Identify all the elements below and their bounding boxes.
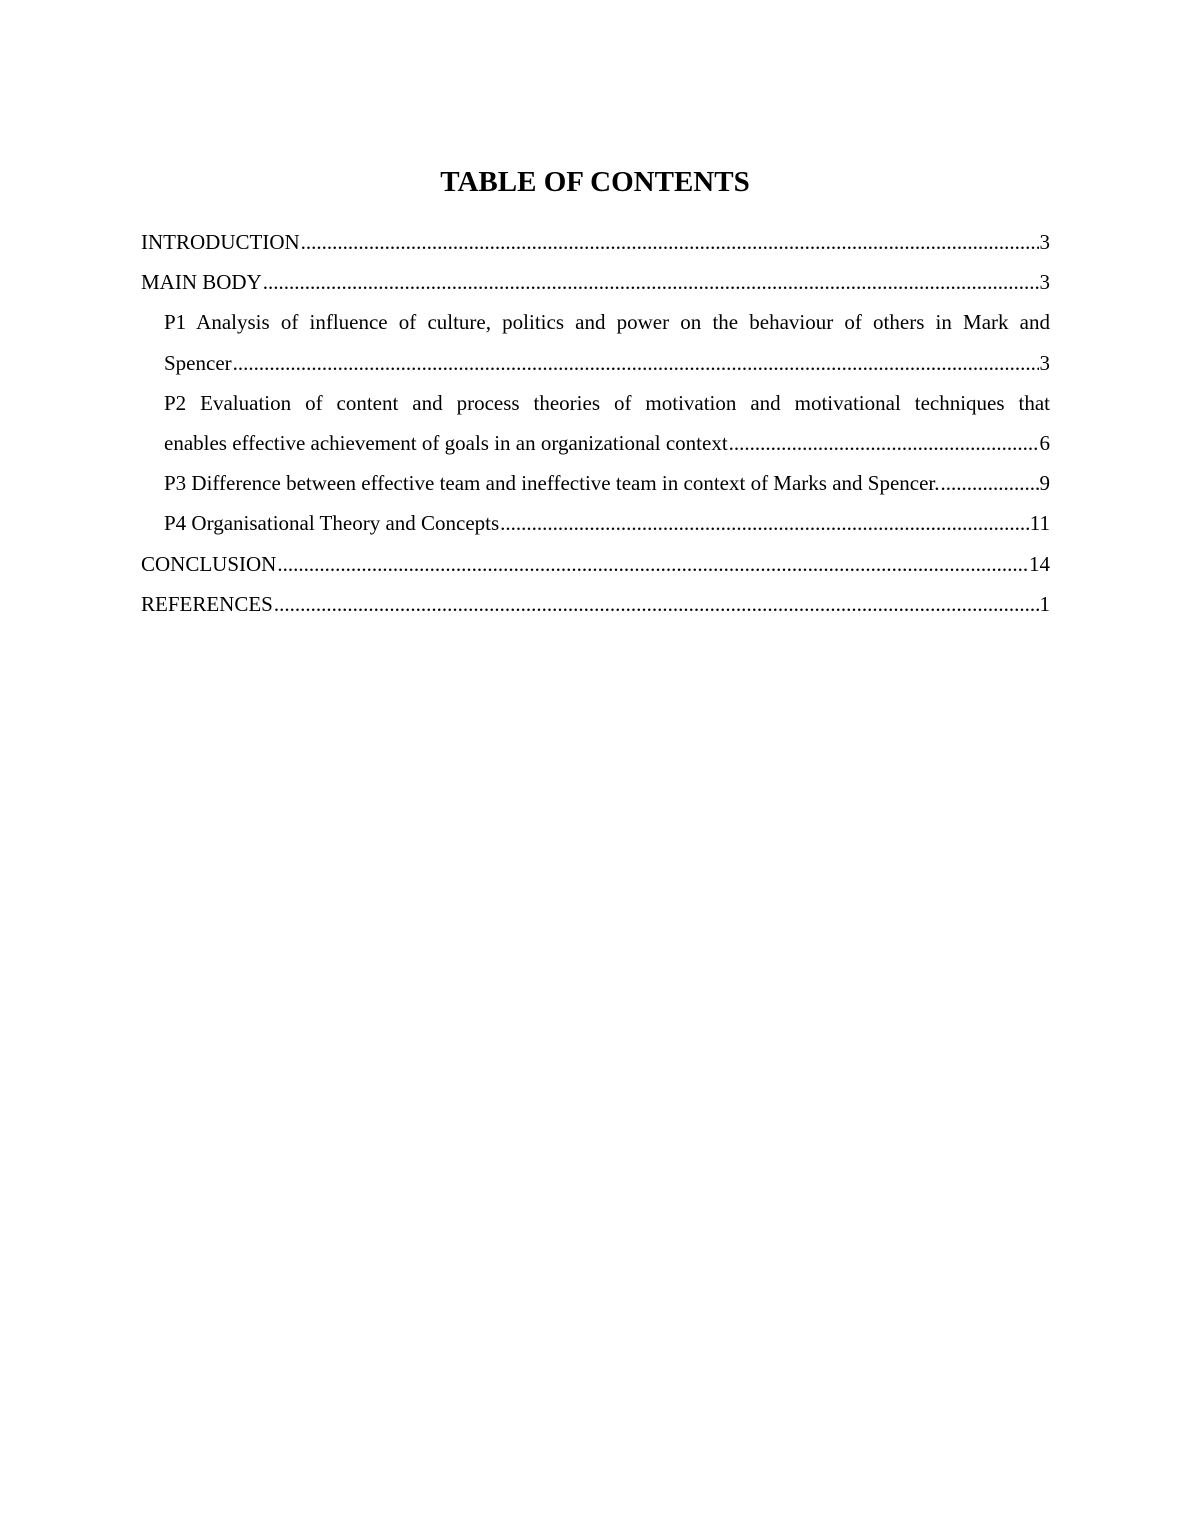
toc-entry-p3[interactable]	[141, 463, 1050, 503]
dot-leader	[277, 544, 1028, 584]
dot-leader	[301, 222, 1039, 262]
dot-leader	[263, 262, 1039, 302]
toc-entry-references[interactable]	[141, 584, 1050, 624]
toc-line	[141, 262, 1050, 302]
dot-leader	[274, 584, 1039, 624]
toc-title: TABLE OF CONTENTS	[440, 166, 750, 198]
toc-entry-text: REFERENCES	[141, 591, 273, 616]
toc-entry-text: CONCLUSION	[141, 551, 277, 576]
dot-leader	[729, 423, 1039, 463]
toc-entry-p1[interactable]	[141, 302, 1050, 382]
toc-entry-p2[interactable]	[141, 383, 1050, 463]
toc-entry-text: P3 Difference between effective team and ineffective team in context of Marks and Spencer.	[164, 471, 940, 496]
toc-page-number: 9	[1039, 471, 1050, 496]
toc-line	[141, 222, 1050, 262]
toc-page-number: 1	[1039, 591, 1050, 616]
toc-page-number: 11	[1029, 511, 1050, 536]
toc-entry-text-line1: P1 Analysis of influence of culture, politics and power on the behaviour of others in Mark and	[164, 310, 1050, 335]
dot-leader	[941, 463, 1039, 503]
toc-page-number: 3	[1039, 270, 1050, 295]
dot-leader	[500, 503, 1029, 543]
toc-line	[141, 544, 1050, 584]
toc-line	[141, 584, 1050, 624]
toc-entry-text: INTRODUCTION	[141, 230, 300, 254]
toc-line	[164, 423, 1050, 463]
toc-page-number: 3	[1039, 230, 1050, 254]
dot-leader	[233, 343, 1039, 383]
toc-line	[164, 343, 1050, 383]
toc-entry-text: Spencer	[164, 350, 232, 375]
toc-entry-text-line1: P2 Evaluation of content and process theories of motivation and motivational techniques that	[164, 390, 1050, 415]
toc-entry-p4[interactable]	[141, 503, 1050, 543]
toc-entry-conclusion[interactable]	[141, 544, 1050, 584]
toc-entry-text: enables effective achievement of goals in an organizational context	[164, 431, 728, 456]
toc-page-number: 3	[1039, 350, 1050, 375]
toc-entry-introduction[interactable]	[141, 222, 1050, 262]
toc-page-number: 14	[1029, 551, 1050, 576]
toc-line	[164, 503, 1050, 543]
table-of-contents	[141, 222, 1050, 624]
toc-entry-main-body[interactable]	[141, 262, 1050, 302]
toc-entry-text: P4 Organisational Theory and Concepts	[164, 511, 500, 536]
toc-entry-text: MAIN BODY	[141, 270, 262, 295]
toc-line	[164, 463, 1050, 503]
toc-page-number: 6	[1039, 431, 1050, 456]
